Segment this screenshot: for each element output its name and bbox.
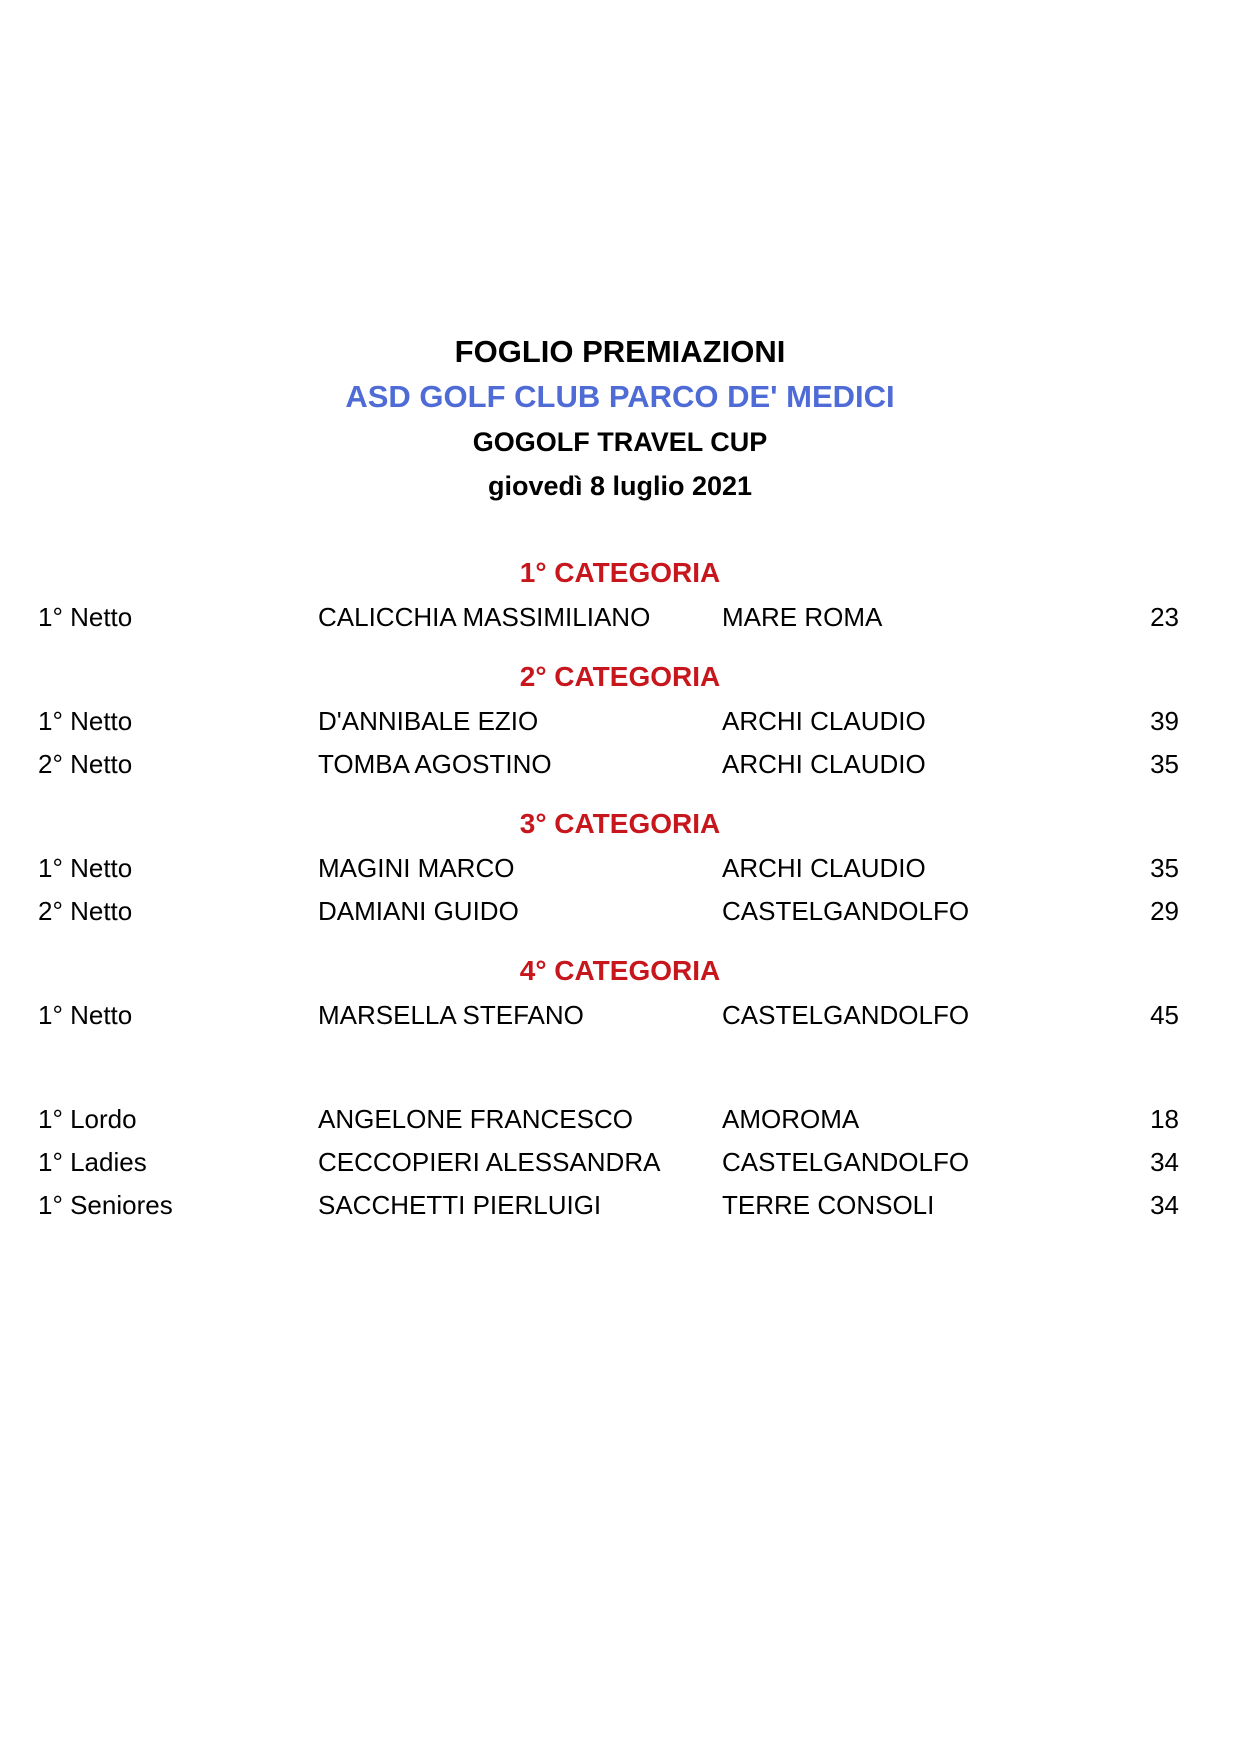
award-place: 1° Netto: [38, 602, 133, 632]
result-row: [0, 1190, 1240, 1226]
player-club: ARCHI CLAUDIO: [722, 706, 926, 736]
player-name: D'ANNIBALE EZIO: [318, 706, 539, 736]
category-heading: 2° CATEGORIA: [519, 661, 721, 692]
player-name: ANGELONE FRANCESCO: [318, 1104, 633, 1134]
award-place: 1° Seniores: [38, 1190, 173, 1220]
result-row: [0, 1104, 1240, 1140]
result-row: [0, 1000, 1240, 1036]
player-club: ARCHI CLAUDIO: [722, 853, 926, 883]
club-name: ASD GOLF CLUB PARCO DE' MEDICI: [345, 379, 895, 414]
event-name: GOGOLF TRAVEL CUP: [472, 427, 768, 457]
player-name: MAGINI MARCO: [318, 853, 515, 883]
player-name: DAMIANI GUIDO: [318, 896, 519, 926]
award-place: 1° Netto: [38, 706, 133, 736]
player-name: SACCHETTI PIERLUIGI: [318, 1190, 602, 1220]
player-score: 39: [1150, 706, 1179, 736]
player-club: AMOROMA: [722, 1104, 860, 1134]
award-place: 1° Netto: [38, 853, 133, 883]
player-score: 45: [1150, 1000, 1179, 1030]
result-row: [0, 896, 1240, 932]
player-name: TOMBA AGOSTINO: [318, 749, 552, 779]
result-row: [0, 853, 1240, 889]
player-club: ARCHI CLAUDIO: [722, 749, 926, 779]
player-name: MARSELLA STEFANO: [318, 1000, 584, 1030]
event-date: giovedì 8 luglio 2021: [487, 471, 753, 501]
category-heading: 1° CATEGORIA: [519, 557, 721, 588]
player-club: CASTELGANDOLFO: [722, 1147, 970, 1177]
player-score: 29: [1150, 896, 1179, 926]
award-place: 1° Netto: [38, 1000, 133, 1030]
result-row: [0, 1147, 1240, 1183]
category-heading: 4° CATEGORIA: [519, 955, 721, 986]
player-score: 35: [1150, 853, 1179, 883]
player-score: 23: [1150, 602, 1179, 632]
award-place: 2° Netto: [38, 749, 133, 779]
player-name: CECCOPIERI ALESSANDRA: [318, 1147, 661, 1177]
player-score: 34: [1150, 1147, 1179, 1177]
award-place: 1° Ladies: [38, 1147, 147, 1177]
result-row: [0, 749, 1240, 785]
player-club: TERRE CONSOLI: [722, 1190, 935, 1220]
player-score: 35: [1150, 749, 1179, 779]
result-row: [0, 706, 1240, 742]
player-name: CALICCHIA MASSIMILIANO: [318, 602, 651, 632]
category-heading: 3° CATEGORIA: [519, 808, 721, 839]
document-title: FOGLIO PREMIAZIONI: [454, 334, 786, 369]
player-score: 18: [1150, 1104, 1179, 1134]
player-score: 34: [1150, 1190, 1179, 1220]
player-club: MARE ROMA: [722, 602, 883, 632]
award-place: 2° Netto: [38, 896, 133, 926]
player-club: CASTELGANDOLFO: [722, 896, 970, 926]
result-row: [0, 602, 1240, 638]
player-club: CASTELGANDOLFO: [722, 1000, 970, 1030]
award-place: 1° Lordo: [38, 1104, 137, 1134]
